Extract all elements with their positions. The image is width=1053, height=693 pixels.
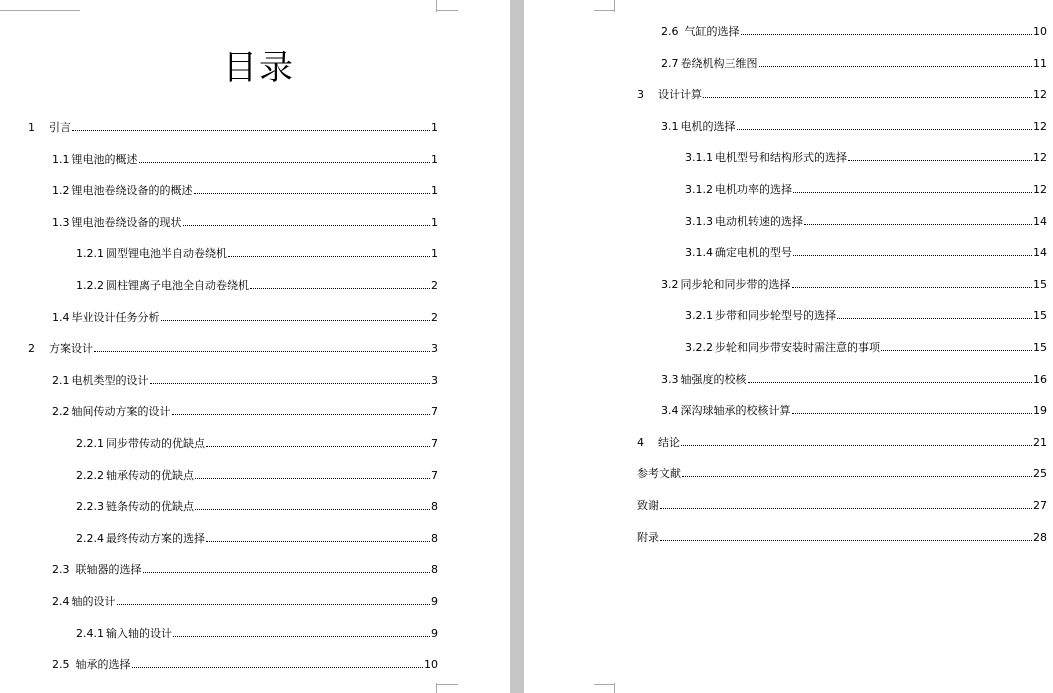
dot-leader	[94, 351, 430, 352]
toc-entry-number: 2.2.1	[76, 437, 104, 450]
toc-entry-number: 2.2.3	[76, 500, 104, 514]
toc-entry-page-number: 7	[431, 468, 438, 482]
toc-entry-page-number: 25	[1033, 467, 1047, 481]
toc-entry-page-number: 1	[431, 247, 438, 261]
toc-entry-page-number: 2	[431, 279, 438, 292]
toc-entry-text: 电机功率的选择	[715, 183, 792, 196]
dot-leader	[195, 478, 430, 479]
toc-entry-label	[661, 404, 791, 418]
toc-entry-label	[52, 405, 171, 419]
toc-entry[interactable]	[637, 531, 1047, 545]
dot-leader	[681, 445, 1032, 446]
toc-entry-page-number: 3	[431, 342, 438, 356]
toc-entry-text: 参考文献	[637, 467, 681, 481]
toc-entry-text: 设计计算	[658, 88, 702, 102]
toc-entry-label	[661, 373, 747, 387]
toc-entry-text: 方案设计	[49, 342, 93, 356]
toc-entry-page-number: 21	[1033, 435, 1047, 449]
dot-leader	[703, 97, 1032, 98]
toc-entry-page-number: 12	[1033, 88, 1047, 102]
toc-entry[interactable]	[52, 153, 438, 167]
toc-entry-label	[76, 500, 194, 514]
toc-entry-label	[637, 499, 659, 513]
document-page-right	[524, 0, 1053, 693]
toc-entry[interactable]	[685, 183, 1047, 197]
dot-leader	[117, 604, 431, 605]
toc-entry-page-number: 3	[431, 373, 438, 387]
toc-entry-number: 3.3	[661, 372, 679, 386]
toc-entry-text: 电机的选择	[680, 119, 736, 133]
dot-leader	[741, 34, 1033, 35]
toc-entry-label	[661, 120, 736, 134]
toc-entry-page-number: 11	[1033, 56, 1047, 70]
toc-entry-number: 2.2	[52, 405, 70, 419]
toc-entry-number: 3.1.4	[685, 246, 713, 260]
toc-entry-number: 3.2.2	[685, 341, 713, 354]
toc-entry-label	[52, 563, 142, 577]
toc-entry[interactable]	[28, 121, 438, 135]
toc-entry-label	[52, 153, 138, 167]
toc-entry-number: 1.2.2	[76, 279, 104, 292]
toc-entry-label	[661, 57, 758, 71]
toc-entry[interactable]	[76, 279, 438, 293]
toc-entry-number: 2.2.2	[76, 468, 104, 482]
toc-entry-number: 2.7	[661, 56, 679, 70]
toc-entry-text: 深沟球轴承的校核计算	[680, 404, 791, 418]
toc-entry-number: 2.4	[52, 595, 70, 608]
toc-entry-label	[76, 469, 194, 483]
toc-entry-text: 圆型锂电池半自动卷绕机	[106, 247, 227, 261]
toc-entry-page-number: 14	[1033, 246, 1047, 260]
toc-entry-label	[637, 531, 659, 545]
toc-entry-text: 轴的设计	[71, 595, 116, 608]
toc-entry-label	[76, 627, 172, 641]
toc-entry-number: 1	[28, 121, 35, 134]
toc-entry-label	[76, 437, 205, 451]
toc-entry-text: 轴承传动的优缺点	[106, 468, 194, 482]
toc-entry-page-number: 19	[1033, 404, 1047, 418]
toc-entry-page-number: 15	[1033, 341, 1047, 354]
toc-entry-text: 步带和同步轮型号的选择	[715, 309, 836, 323]
toc-entry-page-number: 10	[1033, 25, 1047, 38]
toc-entry[interactable]	[661, 278, 1047, 292]
toc-entry[interactable]	[52, 216, 438, 230]
toc-entry[interactable]	[637, 467, 1047, 481]
dot-leader	[161, 320, 431, 321]
toc-entry-number: 4	[637, 435, 644, 449]
toc-entry[interactable]	[52, 311, 438, 325]
dot-leader	[172, 414, 431, 415]
toc-entry-label	[76, 279, 249, 293]
toc-entry[interactable]	[661, 404, 1047, 418]
toc-entry-number: 3.1.3	[685, 214, 713, 228]
toc-entry-page-number: 8	[431, 563, 438, 577]
toc-entry-label	[52, 311, 160, 325]
dot-leader	[793, 255, 1032, 256]
toc-entry-number: 2.2.4	[76, 531, 104, 545]
toc-entry[interactable]	[52, 374, 438, 388]
toc-entry-text: 引言	[49, 121, 71, 134]
toc-entry-number: 1.1	[52, 152, 70, 166]
toc-entry-number: 2.5	[52, 658, 70, 672]
toc-entry-page-number: 2	[431, 310, 438, 324]
toc-entry-number: 1.2	[52, 184, 70, 198]
toc-entry-label	[685, 341, 880, 355]
toc-entry-number: 3	[637, 88, 644, 102]
toc-entry-page-number: 1	[431, 184, 438, 198]
dot-leader	[759, 66, 1033, 67]
toc-entry-text: 圆柱锂离子电池全自动卷绕机	[106, 279, 249, 292]
toc-entry-page-number: 9	[431, 595, 438, 608]
toc-entry-page-number: 12	[1033, 183, 1047, 196]
toc-entry-text: 致谢	[637, 499, 659, 512]
toc-entry-text: 气缸的选择	[684, 25, 740, 38]
dot-leader	[195, 509, 430, 510]
dot-leader	[848, 160, 1032, 161]
toc-entry-text: 链条传动的优缺点	[106, 500, 194, 514]
toc-entry-number: 2.3	[52, 563, 70, 577]
toc-entry[interactable]	[685, 151, 1047, 165]
toc-entry-text: 卷绕机构三维图	[680, 56, 758, 70]
toc-entry-page-number: 15	[1033, 309, 1047, 323]
toc-entry-label	[28, 342, 93, 356]
dot-leader	[132, 667, 424, 668]
toc-entry-text: 确定电机的型号	[715, 246, 792, 260]
toc-entry-text: 电机类型的设计	[71, 373, 149, 387]
toc-entry-number: 3.4	[661, 404, 679, 418]
toc-entry-label	[28, 121, 71, 135]
toc-entry-text: 步轮和同步带安装时需注意的事项	[715, 341, 880, 354]
dot-leader	[804, 224, 1032, 225]
toc-entry-page-number: 28	[1033, 530, 1047, 544]
toc-entry-label	[685, 183, 792, 197]
toc-entry-number: 1.2.1	[76, 247, 104, 261]
toc-list-right	[524, 0, 1053, 693]
toc-entry-page-number: 1	[431, 152, 438, 166]
toc-entry-page-number: 10	[424, 658, 438, 672]
toc-entry[interactable]	[76, 437, 438, 451]
toc-entry-page-number: 14	[1033, 214, 1047, 228]
dot-leader	[206, 541, 430, 542]
dot-leader	[660, 508, 1032, 509]
toc-entry-label	[637, 88, 702, 102]
toc-entry-text: 同步轮和同步带的选择	[680, 277, 791, 291]
dot-leader	[228, 256, 430, 257]
toc-entry-text: 输入轴的设计	[106, 626, 172, 640]
dot-leader	[250, 288, 430, 289]
dot-leader	[183, 225, 431, 226]
toc-entry[interactable]	[52, 563, 438, 577]
toc-entry-number: 3.1.1	[685, 151, 713, 165]
toc-entry-page-number: 12	[1033, 119, 1047, 133]
toc-entry[interactable]	[661, 120, 1047, 134]
toc-entry[interactable]	[52, 405, 438, 419]
dot-leader	[173, 636, 430, 637]
toc-entry-label	[661, 25, 740, 39]
toc-entry[interactable]	[661, 25, 1047, 39]
toc-entry-number: 3.2	[661, 277, 679, 291]
toc-entry-number: 2	[28, 342, 35, 356]
toc-entry-page-number: 7	[431, 405, 438, 419]
toc-entry-text: 锂电池的概述	[71, 152, 138, 166]
toc-entry[interactable]	[637, 499, 1047, 513]
toc-entry-page-number: 12	[1033, 151, 1047, 165]
toc-entry[interactable]	[685, 309, 1047, 323]
dot-leader	[150, 383, 431, 384]
toc-entry-text: 锂电池卷绕设备的现状	[71, 215, 182, 229]
toc-entry-label	[52, 374, 149, 388]
toc-entry-page-number: 27	[1033, 499, 1047, 512]
dot-leader	[881, 350, 1032, 351]
dot-leader	[792, 287, 1033, 288]
toc-entry-label	[52, 658, 131, 672]
dot-leader	[682, 476, 1032, 477]
toc-entry-number: 2.1	[52, 373, 70, 387]
dot-leader	[737, 129, 1033, 130]
toc-entry-text: 轴承的选择	[75, 658, 131, 672]
toc-title: 目录	[223, 48, 295, 88]
toc-entry-number: 1.3	[52, 215, 70, 229]
toc-entry-text: 轴强度的校核	[680, 372, 747, 386]
toc-entry-text: 锂电池卷绕设备的的概述	[71, 184, 193, 198]
dot-leader	[143, 572, 431, 573]
toc-entry[interactable]	[685, 341, 1047, 355]
toc-entry-text: 同步带传动的优缺点	[106, 437, 205, 450]
toc-entry-page-number: 8	[431, 500, 438, 514]
toc-entry-text: 电动机转速的选择	[715, 214, 803, 228]
toc-entry[interactable]	[52, 184, 438, 198]
toc-entry-label	[52, 216, 182, 230]
toc-entry-page-number: 1	[431, 215, 438, 229]
toc-entry-text: 毕业设计任务分析	[71, 310, 160, 324]
toc-entry-label	[685, 309, 836, 323]
toc-list-left	[0, 0, 510, 693]
toc-entry-label	[76, 532, 205, 546]
toc-entry-label	[685, 215, 803, 229]
dot-leader	[139, 162, 431, 163]
toc-entry-page-number: 16	[1033, 372, 1047, 386]
toc-entry-page-number: 7	[431, 437, 438, 450]
toc-entry-text: 附录	[637, 530, 659, 544]
toc-entry[interactable]	[637, 436, 1047, 450]
toc-entry-label	[685, 151, 847, 165]
dot-leader	[792, 413, 1033, 414]
toc-entry-label	[637, 436, 680, 450]
toc-entry-number: 2.4.1	[76, 626, 104, 640]
toc-entry[interactable]	[52, 595, 438, 609]
dot-leader	[206, 446, 430, 447]
toc-entry-number: 3.2.1	[685, 309, 713, 323]
toc-entry[interactable]	[76, 500, 438, 514]
document-page-left	[0, 0, 510, 693]
toc-entry-label	[685, 246, 792, 260]
toc-entry-text: 电机型号和结构形式的选择	[715, 151, 847, 165]
toc-entry[interactable]	[28, 342, 438, 356]
toc-entry-text: 轴间传动方案的设计	[71, 405, 171, 419]
dot-leader	[793, 192, 1032, 193]
toc-entry-number: 2.6	[661, 25, 679, 38]
toc-entry[interactable]	[661, 373, 1047, 387]
dot-leader	[194, 193, 431, 194]
toc-entry-page-number: 15	[1033, 277, 1047, 291]
toc-entry[interactable]	[685, 215, 1047, 229]
toc-entry[interactable]	[661, 57, 1047, 71]
toc-entry[interactable]	[76, 532, 438, 546]
toc-entry-label	[661, 278, 791, 292]
toc-entry[interactable]	[685, 246, 1047, 260]
toc-entry-text: 最终传动方案的选择	[106, 531, 205, 545]
toc-entry-text: 结论	[658, 435, 680, 449]
toc-entry[interactable]	[52, 658, 438, 672]
toc-entry[interactable]	[76, 627, 438, 641]
toc-entry[interactable]	[76, 469, 438, 483]
toc-entry-number: 3.1.2	[685, 183, 713, 196]
toc-entry-label	[52, 184, 193, 198]
toc-entry[interactable]	[637, 88, 1047, 102]
dot-leader	[72, 130, 430, 131]
toc-entry-page-number: 1	[431, 121, 438, 134]
toc-entry-number: 3.1	[661, 119, 679, 133]
dot-leader	[837, 318, 1032, 319]
toc-entry-page-number: 8	[431, 531, 438, 545]
toc-entry-label	[52, 595, 116, 609]
toc-entry-label	[637, 467, 681, 481]
toc-entry-text: 联轴器的选择	[75, 563, 142, 577]
toc-entry-number: 1.4	[52, 310, 70, 324]
toc-entry[interactable]	[76, 247, 438, 261]
dot-leader	[660, 540, 1032, 541]
toc-entry-label	[76, 247, 227, 261]
dot-leader	[748, 382, 1033, 383]
toc-entry-page-number: 9	[431, 626, 438, 640]
